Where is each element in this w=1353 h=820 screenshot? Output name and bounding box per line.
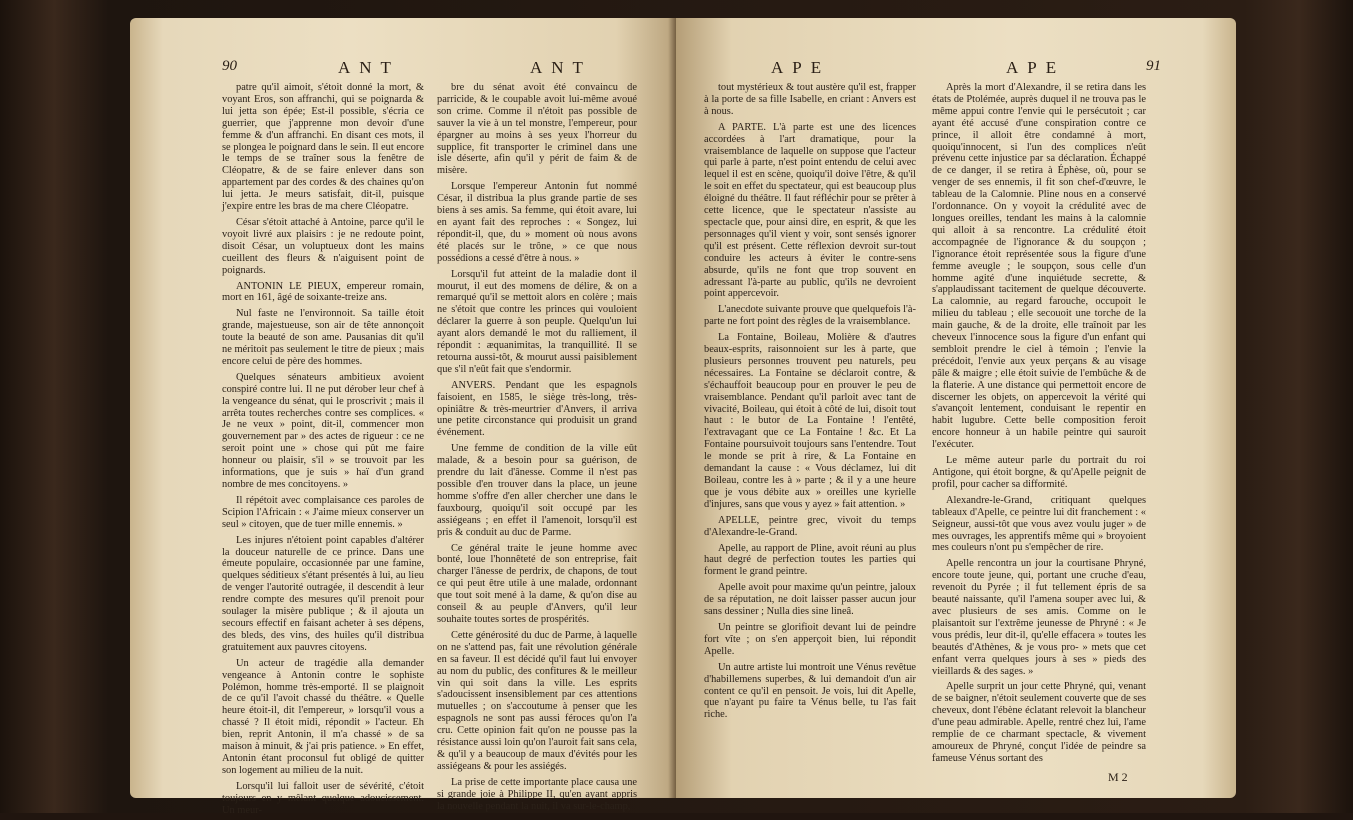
paragraph: Quelques sénateurs ambitieux avoient conspiré contre lui. Il ne put dérober leur chef à la vengeance du sénat, qui le proscrivit ; mais il arrêta toutes recherches contre ses complices. « Je ne veux » point, dit-il, commencer mon gouvernement par » des actes de rigueur : ce ne seroit point une » chose qui pût me faire honneur ou plaisir, s'il » se trouvoit par les informations, que je suis » haï d'un grand nombre de mes concitoyens. » bbox=[222, 371, 424, 490]
paragraph: Un acteur de tragédie alla demander vengeance à Antonin contre le sophiste Polémon, homme très-emporté. Il se plaignoit de ce qu'il l'avoit chassé du théâtre. « Quelle heure étoit-il, dit l'empereur, » lorsqu'il vous a chassé ? Il étoit midi, répondit » l'acteur. Eh bien, reprit Antonin, il m'a chassé » de sa maison à minuit, & j'ai pris patience. » En effet, Antonin étant proconsul fut obligé de quitter son logement au milieu de la nuit. bbox=[222, 657, 424, 776]
paragraph: Ce général traite le jeune homme avec bonté, loue l'honnêteté de son entreprise, fait charger l'ânesse de perdrix, de chapons, de tout ce qui peut être utile à une malade, ordonnant que tout soit mené à la dame, & qu'on dise au conseil & au peuple d'Anvers, qu'il leur souhaite toutes sortes de prospérités. bbox=[437, 542, 637, 625]
paragraph: La prise de cette importante place causa une si grande joie à Philippe II, qu'en ayant appris la nouvelle pendant la nuit, il va sur-le-champ, bbox=[437, 776, 637, 812]
paragraph: Apelle, au rapport de Pline, avoit réuni au plus haut degré de perfection toutes les parties qui forment le grand peintre. bbox=[704, 542, 916, 578]
right-page bbox=[676, 18, 1236, 798]
paragraph: Lorsqu'il lui falloit user de sévérité, c'étoit toujours en y mêlant quelque adoucissement. Un meur- bbox=[222, 780, 424, 816]
paragraph: La Fontaine, Boileau, Molière & d'autres beaux-esprits, raisonnoient sur les à parte, que plusieurs personnes trouvent peu naturels, peu nécessaires. La Fontaine se déclaroit contre, & s'échauffoit beaucoup pour en prouver le peu de vraisemblance. Pendant qu'il parloit avec tant de vivacité, Boileau, qui étoit à côté de lui, disoit tout haut : le butor de La Fontaine ! l'entêté, l'extravagant que ce La Fontaine ! &c. Et La Fontaine poursuivoit toujours sans l'entendre. Tout le monde se prit à rire, & La Fontaine en demandant la cause : « Vous déclamez, lui dit Boileau, contre les à » parte ; & il y a une heure que je vous débite aux » oreilles une kyrielle d'injures, sans que vous y ayez » fait attention. » bbox=[704, 332, 916, 510]
left-header bbox=[130, 58, 682, 80]
paragraph: APELLE, peintre grec, vivoit du temps d'Alexandre-le-Grand. bbox=[704, 514, 916, 538]
paragraph: A PARTE. L'à parte est une des licences accordées à l'art dramatique, pour la vraisemblance de laquelle on suppose que l'acteur qui parle à parte, n'est point entendu de celui avec lequel il est en scène, quoiqu'il doive l'être, & qu'il le soit en effet du spectateur, qui est beaucoup plus éloigné du théâtre. Il faut réfléchir pour se prêter à cette licence, que le spectateur n'assiste au spectacle que, pour ainsi dire, en esprit, & que les personnages qu'il vient y voir, sont sensés ignorer qu'il est présent. Cette réflexion devroit sur-tout conduire les acteurs à éviter le contre-sens absurde, qu'ils ne font que trop souvent en adressant l'à-parte au public, qu'ils ne devroient point appercevoir. bbox=[704, 121, 916, 300]
running-head-right-2: APE bbox=[1006, 58, 1066, 77]
right-column-2 bbox=[932, 82, 1146, 769]
signature-mark: M 2 bbox=[1108, 770, 1128, 784]
paragraph: ANVERS. Pendant que les espagnols faisoient, en 1585, le siège très-long, très-opiniâtre & très-meurtrier d'Anvers, il arriva une petite circonstance qui produisit un grand événement. bbox=[437, 379, 637, 439]
right-column-1 bbox=[704, 82, 916, 725]
paragraph: Alexandre-le-Grand, critiquant quelques tableaux d'Apelle, ce peintre lui dit franchement : « Seigneur, aussi-tôt que vous avez voulu juger » de mes ouvrages, les apprentifs même qui » broyoient mes couleurs n'ont pu s'empêcher de rire. bbox=[932, 494, 1146, 554]
paragraph: Il répétoit avec complaisance ces paroles de Scipion l'Africain : « J'aime mieux conserver un seul » citoyen, que de tuer mille ennemis. » bbox=[222, 494, 424, 530]
page-number-right: 91 bbox=[1146, 58, 1161, 74]
right-header bbox=[676, 58, 1236, 80]
running-head-left-2: ANT bbox=[530, 58, 592, 77]
paragraph: bre du sénat avoit été convaincu de parricide, & le coupable avoit lui-même avoué son crime. Comme il n'étoit pas possible de sauver la vie à un tel monstre, l'empereur, pour épargner au moins à ses yeux l'horreur du supplice, fit transporter le criminel dans une isle déserte, afin qu'il y périt de faim & de misère. bbox=[437, 82, 637, 177]
paragraph: ANTONIN LE PIEUX, empereur romain, mort en 161, âgé de soixante-treize ans. bbox=[222, 280, 424, 304]
paragraph: Après la mort d'Alexandre, il se retira dans les états de Ptolémée, auprès duquel il ne trouva pas le même appui contre l'envie qui le persécutoit ; car ayant été accusé d'une conspiration contre ce prince, il alloit être condamné à mort, quoiqu'innocent, si l'un des complices n'eût prévenu cette injustice par sa déclaration. Échappé de ce danger, il se retira à Éphèse, où, pour se venger de ses ennemis, il fit son chef-d'œuvre, le tableau de la Calomnie. Pline nous en a conservé l'ordonnance. On y voyoit la crédulité avec de longues oreilles, tendant les mains à la calomnie qui alloit à sa rencontre. La crédulité étoit accompagnée de l'ignorance & du soupçon ; l'ignorance étoit représentée sous la figure d'une femme aveugle ; le soupçon, sous celle d'un homme agité d'une inquiétude secrette, & s'applaudissant tacitement de quelque découverte. La calomnie, au regard farouche, occupoit le milieu du tableau ; elle secouoit une torche de la main gauche, & de la droite, elle traînoit par les cheveux l'innocence sous la figure d'un enfant qui sembloit prendre le ciel à témoin ; l'envie la précédoit, l'envie aux yeux perçans & au visage pâle & maigre ; elle étoit suivie de l'embûche & de la flaterie. A une distance qui permettoit encore de discerner les objets, on appercevoit la vérité qui s'avançoit lentement, conduisant le repentir en habit lugubre. Cette belle composition feroit encore honneur à un habile peintre qui sauroit l'exécuter. bbox=[932, 82, 1146, 451]
paragraph: Nul faste ne l'environnoit. Sa taille étoit grande, majestueuse, son air de tête annonçoit toute la beauté de son ame. Pausanias dit qu'il ne méritoit pas seulement le titre de pieux ; mais encore celui de père des hommes. bbox=[222, 308, 424, 367]
paragraph: Une femme de condition de la ville eût malade, & a besoin pour sa guérison, de prendre du lait d'ânesse. Comme il n'est pas possible d'en trouver dans la place, un jeune homme s'offre d'en aller chercher une dans le fauxbourg, quoiqu'il soit occupé par les assiégeans ; en effet il l'amenoit, lorsqu'il est pris & conduit au duc de Parme. bbox=[437, 443, 637, 538]
paragraph: Les injures n'étoient point capables d'altérer la douceur naturelle de ce prince. Dans une émeute populaire, occasionnée par une famine, quelques séditieux s'étant présentés à lui, au lieu de venger l'autorité outragée, il descendit à leur rendre compte des mesures qu'il prenoit pour soulager la misère publique ; & il ajouta un secours effectif en faisant acheter à ses dépens, des bleds, des vins, des huiles qu'il distribua gratuitement aux pauvres citoyens. bbox=[222, 534, 424, 653]
left-page bbox=[130, 18, 682, 816]
paragraph: César s'étoit attaché à Antoine, parce qu'il le voyoit livré aux plaisirs : je ne redoute point, disoit César, un voluptueux dont les mains cueillent des fleurs & n'aiguisent point de poignards. bbox=[222, 216, 424, 276]
paragraph: Un autre artiste lui montroit une Vénus revêtue d'habillemens superbes, & lui demandoit d'un air content ce qu'il en pensoit. Je vois, lui dit Apelle, que n'ayant pu faire ta Vénus belle, tu l'as fait riche. bbox=[704, 661, 916, 721]
paragraph: Apelle rencontra un jour la courtisane Phryné, encore toute jeune, qui, portant une cruche d'eau, revenoit du Pyrée ; il fut tellement épris de sa beauté naissante, qu'il l'amena souper avec lui, & avec plusieurs de ses amis. Comme on le plaisantoit sur l'extrême jeunesse de Phryné : « Je vous prédis, leur dit-il, qu'elle effacera » toutes les beautés d'Athènes, & je vous pro- » mets que cet enfant verra quelques jours à ses » pieds des vieillards & des sages. » bbox=[932, 558, 1146, 677]
left-column-1 bbox=[222, 82, 424, 820]
paragraph: patre qu'il aimoit, s'étoit donné la mort, & voyant Eros, son affranchi, qui se poignarda & lui jetta son épée; Est-il possible, s'écria ce guerrier, que j'apprenne mon devoir d'une femme & d'un affranchi. En disant ces mots, il se plongea le poignard dans le sein. Il eut encore le temps de se traîner sous la fenêtre de Cléopatre, & de se faire enlever dans son appartement par des cordes & des chaines qu'on lui jetta. Je meurs satisfait, dit-il, puisque j'expire entre les bras de ma chere Cléopatre. bbox=[222, 82, 424, 213]
paragraph: tout mystérieux & tout austère qu'il est, frapper à la porte de sa fille Isabelle, en criant : Anvers est à nous. bbox=[704, 82, 916, 117]
running-head-left-1: ANT bbox=[338, 58, 400, 77]
paragraph: Apelle avoit pour maxime qu'un peintre, jaloux de sa réputation, ne doit laisser passer aucun jour sans dessiner ; Nulla dies sine lineâ. bbox=[704, 582, 916, 618]
running-head-right-1: APE bbox=[771, 58, 831, 77]
paragraph: Le même auteur parle du portrait du roi Antigone, qui étoit borgne, & qu'Apelle peignit de profil, pour cacher sa difformité. bbox=[932, 455, 1146, 490]
paragraph: Apelle surprit un jour cette Phryné, qui, venant de se baigner, n'étoit seulement couverte que de ses cheveux, dont l'ébène éclatant relevoit la blancheur d'une peau admirable. Apelle, rentré chez lui, l'ame remplie de ce charmant spectacle, & vivement amoureux de Phryné, conçut l'idée de peindre sa fameuse Vénus sortant des bbox=[932, 681, 1146, 764]
paragraph: Cette générosité du duc de Parme, à laquelle on ne s'attend pas, fait une révolution générale en sa faveur. Il est décidé qu'il faut lui envoyer au nom du public, des confitures & le meilleur vin qui soit dans la ville. Les esprits s'adoucissent insensiblement par ces attentions mutuelles ; on s'accoutume à penser que les espagnols ne sont pas aussi féroces qu'on l'a cru. Cette opinion fait qu'on ne pousse pas la résistance aussi loin qu'on l'auroit fait sans cela, & qu'il y a beaucoup de maux d'évités pour les assiégeans & pour les assiégés. bbox=[437, 629, 637, 772]
paragraph: Lorsque l'empereur Antonin fut nommé César, il distribua la plus grande partie de ses biens à ses amis. Sa femme, qui étoit avare, lui en ayant fait des reproches : « Songez, lui répondit-il, que, du » moment où nous avons été placés sur le trône, » ce que nous possédions a cessé d'être à nous. » bbox=[437, 181, 637, 264]
paragraph: Un peintre se glorifioit devant lui de peindre fort vîte ; on s'en apperçoit bien, lui répondit Apelle. bbox=[704, 621, 916, 657]
paragraph: L'anecdote suivante prouve que quelquefois l'à-parte ne fort point des règles de la vraisemblance. bbox=[704, 304, 916, 328]
paragraph: Lorsqu'il fut atteint de la maladie dont il mourut, il eut des momens de délire, & on a remarqué qu'il se mettoit alors en colère ; mais ne s'étoit que contre les princes qui vouloient déclarer la guerre à son peuple. Quelqu'un lui ayant alors demandé le mot du ralliement, il répondit : æquanimitas, la tranquillité. Il se retourna aussi-tôt, & mourut aussi paisiblement que s'il n'eût fait que s'endormir. bbox=[437, 268, 637, 375]
left-column-2 bbox=[437, 82, 637, 816]
page-number-left: 90 bbox=[222, 58, 237, 74]
